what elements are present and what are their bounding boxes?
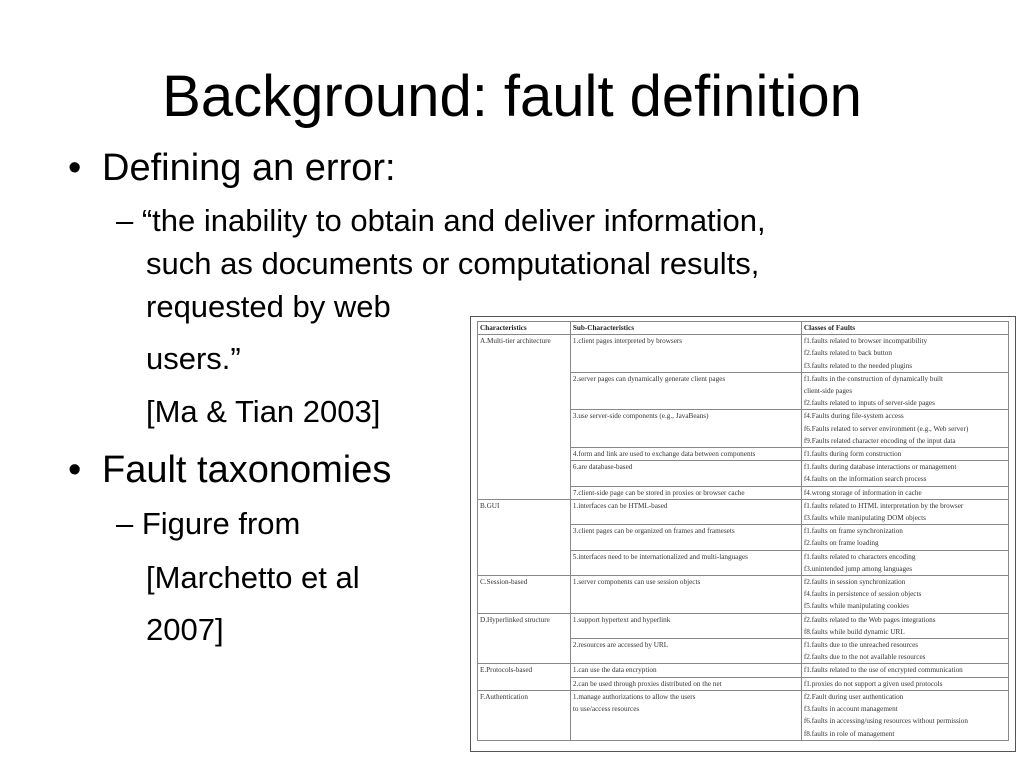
citation-ma-tian: [Ma & Tian 2003] xyxy=(146,394,381,429)
fault-class-line: f1.faults related to characters encoding xyxy=(803,552,916,561)
quote-line-4: users.” xyxy=(146,341,241,376)
sub-characteristic-line: 1.server components can use session objects xyxy=(572,578,701,587)
fault-class-line: client-side pages xyxy=(803,387,853,396)
fault-class-line: f4.Faults during file-system access xyxy=(803,412,904,421)
cell-fault-classes xyxy=(801,690,1008,740)
quote-line-2: such as documents or computational results, xyxy=(146,246,760,281)
table-row xyxy=(478,372,1009,410)
table-row xyxy=(478,410,1009,448)
header-sub-characteristics: Sub-Characteristics xyxy=(570,322,801,335)
fault-class-line: f2.Fault during user authentication xyxy=(803,692,904,701)
sub-characteristic-line: 1.client pages interpreted by browsers xyxy=(572,337,683,346)
fault-class-line: f5.faults while manipulating cookies xyxy=(803,602,909,611)
table-row xyxy=(478,550,1009,575)
sub-characteristic-line: 7.client-side page can be stored in proxies or browser cache xyxy=(572,488,745,497)
sub-characteristic-line: 5.interfaces need to be internationalized and multi-languages xyxy=(572,552,748,561)
cell-fault-classes xyxy=(801,486,1008,499)
cell-sub-characteristic xyxy=(570,677,801,690)
fault-class-line: f9.Faults related character encoding of the input data xyxy=(803,436,956,445)
table-body xyxy=(478,335,1009,741)
cell-fault-classes xyxy=(801,525,1008,550)
cell-characteristic: C.Session-based xyxy=(478,576,571,614)
cell-fault-classes xyxy=(801,335,1008,373)
table-row xyxy=(478,664,1009,677)
figure-from-line-2: [Marchetto et al xyxy=(146,560,360,595)
fault-taxonomy-table xyxy=(477,321,1009,741)
cell-sub-characteristic xyxy=(570,525,801,550)
fault-class-line: f1.faults related to the use of encrypted communication xyxy=(803,666,963,675)
sub-characteristic-line: 1.support hypertext and hyperlink xyxy=(572,615,671,624)
cell-fault-classes xyxy=(801,461,1008,486)
cell-sub-characteristic xyxy=(570,410,801,448)
cell-fault-classes xyxy=(801,613,1008,638)
sub-characteristic-line: 3.client pages can be organized on frames and framesets xyxy=(572,527,735,536)
cell-sub-characteristic xyxy=(570,486,801,499)
fault-class-line: f4.faults in persistence of session objects xyxy=(803,590,922,599)
sub-characteristic-line: 4.form and link are used to exchange data between components xyxy=(572,450,756,459)
cell-characteristic xyxy=(478,525,571,550)
fault-class-line: f2.faults on frame loading xyxy=(803,539,879,548)
cell-characteristic xyxy=(478,677,571,690)
cell-fault-classes xyxy=(801,576,1008,614)
cell-sub-characteristic xyxy=(570,461,801,486)
cell-sub-characteristic xyxy=(570,613,801,638)
fault-class-line: f1.faults related to HTML interpretation by the browser xyxy=(803,501,964,510)
cell-characteristic xyxy=(478,639,571,664)
cell-characteristic xyxy=(478,372,571,410)
cell-sub-characteristic xyxy=(570,448,801,461)
cell-sub-characteristic xyxy=(570,664,801,677)
cell-fault-classes xyxy=(801,677,1008,690)
fault-class-line: f1.faults during database interactions or management xyxy=(803,463,957,472)
bullet-fault-taxonomies: Fault taxonomies xyxy=(102,449,392,491)
sub-characteristic-line: 1.can use the data encryption xyxy=(572,666,657,675)
cell-sub-characteristic xyxy=(570,639,801,664)
fault-taxonomy-figure xyxy=(470,316,1016,752)
sub-characteristic-line: 2.can be used through proxies distributed on the net xyxy=(572,679,722,688)
header-classes-of-faults: Classes of Faults xyxy=(801,322,1008,335)
bullet-dot: • xyxy=(68,449,82,491)
table-row xyxy=(478,335,1009,373)
cell-sub-characteristic xyxy=(570,499,801,524)
fault-class-line: f6.faults in accessing/using resources without permission xyxy=(803,717,968,726)
cell-sub-characteristic xyxy=(570,576,801,614)
cell-fault-classes xyxy=(801,664,1008,677)
cell-characteristic xyxy=(478,550,571,575)
fault-class-line: f2.faults related to back button xyxy=(803,349,892,358)
fault-class-line: f2.faults due to the not available resources xyxy=(803,653,926,662)
fault-class-line: f3.faults related to the needed plugins xyxy=(803,361,913,370)
fault-class-line: f1.faults related to browser incompatibility xyxy=(803,337,928,346)
cell-characteristic: A.Multi-tier architecture xyxy=(478,335,571,373)
cell-fault-classes xyxy=(801,448,1008,461)
slide-title: Background: fault definition xyxy=(162,64,862,129)
sub-characteristic-line: 3.use server-side components (e.g., JavaBeans) xyxy=(572,412,709,421)
cell-characteristic xyxy=(478,486,571,499)
table-row xyxy=(478,690,1009,740)
sub-characteristic-line: 2.resources are accessed by URL xyxy=(572,641,669,650)
table-row xyxy=(478,576,1009,614)
table-row xyxy=(478,499,1009,524)
sub-characteristic-line: 1.interfaces can be HTML-based xyxy=(572,501,668,510)
cell-characteristic: B.GUI xyxy=(478,499,571,524)
cell-characteristic: E.Protocols-based xyxy=(478,664,571,677)
figure-from-line-1: – Figure from xyxy=(116,506,301,541)
sub-characteristic-line: to use/access resources xyxy=(572,705,640,714)
fault-class-line: f3.unintended jump among languages xyxy=(803,564,913,573)
sub-characteristic-line: 2.server pages can dynamically generate client pages xyxy=(572,374,726,383)
bullet-dot: • xyxy=(68,147,82,189)
fault-class-line: f1.proxies do not support a given used protocols xyxy=(803,679,943,688)
fault-class-line: f6.Faults related to server environment (e.g., Web server) xyxy=(803,424,969,433)
table-row xyxy=(478,613,1009,638)
cell-characteristic: D.Hyperlinked structure xyxy=(478,613,571,638)
table-header-row xyxy=(478,322,1009,335)
fault-class-line: f8.faults in role of management xyxy=(803,729,895,738)
table-row xyxy=(478,486,1009,499)
quote-line-1: – “the inability to obtain and deliver information, xyxy=(116,203,766,238)
cell-sub-characteristic xyxy=(570,372,801,410)
table-row xyxy=(478,639,1009,664)
fault-class-line: f1.faults during form construction xyxy=(803,450,902,459)
bullet-defining-error: Defining an error: xyxy=(102,147,396,189)
quote-line-3: requested by web xyxy=(146,289,391,324)
fault-class-line: f4.faults on the information search process xyxy=(803,475,927,484)
sub-characteristic-line: 6.are database-based xyxy=(572,463,633,472)
cell-fault-classes xyxy=(801,410,1008,448)
fault-class-line: f1.faults on frame synchronization xyxy=(803,527,903,536)
table-row xyxy=(478,525,1009,550)
cell-sub-characteristic xyxy=(570,690,801,740)
table-row xyxy=(478,461,1009,486)
fault-class-line: f4.wrong storage of information in cache xyxy=(803,488,922,497)
cell-fault-classes xyxy=(801,639,1008,664)
sub-characteristic-line: 1.manage authorizations to allow the users xyxy=(572,692,696,701)
cell-fault-classes xyxy=(801,499,1008,524)
table-row xyxy=(478,677,1009,690)
table-row xyxy=(478,448,1009,461)
cell-sub-characteristic xyxy=(570,550,801,575)
fault-class-line: f2.faults related to the Web pages integrations xyxy=(803,615,936,624)
fault-class-line: f3.faults while manipulating DOM objects xyxy=(803,514,926,523)
header-characteristics: Characteristics xyxy=(478,322,571,335)
fault-class-line: f1.faults in the construction of dynamically built xyxy=(803,374,944,383)
cell-characteristic xyxy=(478,448,571,461)
cell-characteristic xyxy=(478,461,571,486)
cell-fault-classes xyxy=(801,372,1008,410)
cell-fault-classes xyxy=(801,550,1008,575)
cell-characteristic: F.Authentication xyxy=(478,690,571,740)
cell-characteristic xyxy=(478,410,571,448)
fault-class-line: f2.faults related to inputs of server-side pages xyxy=(803,399,935,408)
fault-class-line: f3.faults in account management xyxy=(803,705,898,714)
fault-class-line: f2.faults in session synchronization xyxy=(803,578,906,587)
fault-class-line: f8.faults while build dynamic URL xyxy=(803,627,905,636)
fault-class-line: f1.faults due to the unreached resources xyxy=(803,641,919,650)
figure-from-line-3: 2007] xyxy=(146,612,224,647)
cell-sub-characteristic xyxy=(570,335,801,373)
